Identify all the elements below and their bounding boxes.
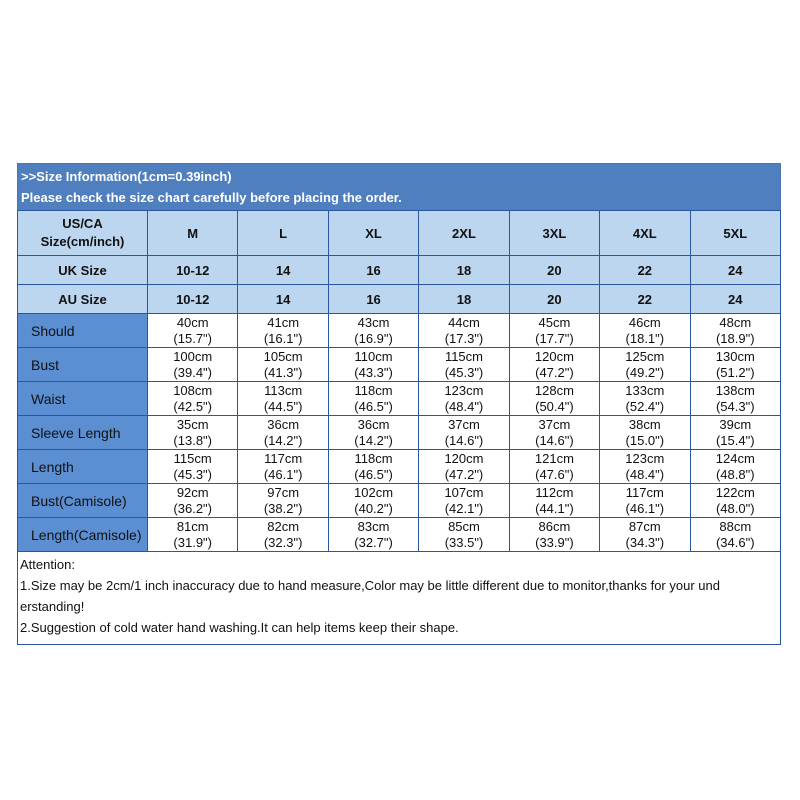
measurement-cell: [148, 314, 238, 348]
size-col-header: XL: [328, 211, 418, 256]
cm-value: 86cm: [538, 518, 571, 534]
measurement-cell: [238, 348, 328, 382]
measurement-cell: [148, 518, 238, 552]
measurement-label: Waist: [18, 382, 148, 416]
uk-size-cell: 10-12: [148, 256, 238, 285]
measurement-cell: [328, 484, 418, 518]
measurement-cell: [509, 484, 599, 518]
measurement-cell: [690, 382, 780, 416]
inch-value: (49.2"): [625, 364, 665, 380]
measurement-row: [18, 382, 781, 416]
inch-value: (45.3"): [444, 364, 484, 380]
inch-value: (31.9"): [173, 534, 212, 550]
measurement-cell: [419, 416, 509, 450]
measurement-cell: [238, 314, 328, 348]
size-col-header: 4XL: [600, 211, 690, 256]
cm-value: 87cm: [628, 518, 661, 534]
cm-value: 82cm: [267, 518, 300, 534]
cm-value: 40cm: [176, 314, 209, 330]
au-size-label: AU Size: [18, 285, 148, 314]
measurement-cell: [238, 450, 328, 484]
cm-value: 110cm: [354, 348, 393, 364]
measurement-cell: [600, 348, 690, 382]
size-chart: [17, 163, 781, 645]
inch-value: (32.3"): [263, 534, 303, 550]
inch-value: (52.4"): [625, 398, 665, 414]
measurement-cell: [148, 382, 238, 416]
measurement-cell: [419, 382, 509, 416]
inch-value: (46.1"): [263, 466, 303, 482]
measurement-cell: [690, 518, 780, 552]
inch-value: (15.4"): [715, 432, 755, 448]
cm-value: 124cm: [715, 450, 755, 466]
measurement-row: [18, 484, 781, 518]
measurement-cell: [690, 416, 780, 450]
cm-value: 130cm: [715, 348, 755, 364]
cm-value: 122cm: [715, 484, 755, 500]
measurement-cell: [509, 416, 599, 450]
measurement-cell: [600, 450, 690, 484]
au-size-cell: 24: [690, 285, 780, 314]
inch-value: (13.8"): [173, 432, 212, 448]
size-col-header: 3XL: [509, 211, 599, 256]
measurement-cell: [690, 450, 780, 484]
measurement-row: [18, 314, 781, 348]
inch-value: (40.2"): [354, 500, 393, 516]
inch-value: (48.4"): [625, 466, 665, 482]
measurement-cell: [600, 416, 690, 450]
measurement-cell: [148, 484, 238, 518]
measurement-cell: [328, 450, 418, 484]
size-unit-label: Size(cm/inch): [40, 234, 125, 249]
cm-value: 48cm: [719, 314, 752, 330]
measurement-cell: [600, 382, 690, 416]
measurement-cell: [600, 484, 690, 518]
cm-value: 128cm: [534, 382, 574, 398]
measurement-cell: [328, 416, 418, 450]
inch-value: (50.4"): [535, 398, 574, 414]
cm-value: 46cm: [628, 314, 661, 330]
us-ca-size-header: [18, 211, 148, 256]
cm-value: 133cm: [625, 382, 665, 398]
cm-value: 35cm: [176, 416, 209, 432]
measurement-cell: [419, 484, 509, 518]
inch-value: (51.2"): [715, 364, 755, 380]
inch-value: (18.1"): [625, 330, 665, 346]
size-col-header: 2XL: [419, 211, 509, 256]
cm-value: 83cm: [357, 518, 390, 534]
cm-value: 44cm: [448, 314, 480, 330]
cm-value: 36cm: [267, 416, 300, 432]
cm-value: 38cm: [628, 416, 661, 432]
uk-size-row: [18, 256, 781, 285]
measurement-cell: [238, 518, 328, 552]
cm-value: 108cm: [173, 382, 213, 398]
inch-value: (38.2"): [263, 500, 303, 516]
inch-value: (41.3"): [263, 364, 303, 380]
inch-value: (17.3"): [444, 330, 484, 346]
inch-value: (46.1"): [625, 500, 665, 516]
measurement-row: [18, 416, 781, 450]
measurement-cell: [238, 484, 328, 518]
attention-title: Attention:: [20, 557, 75, 572]
us-ca-size-row: [18, 211, 781, 256]
banner-title: >>Size Information(1cm=0.39inch): [21, 169, 232, 184]
cm-value: 121cm: [534, 450, 574, 466]
inch-value: (54.3"): [715, 398, 755, 414]
cm-value: 112cm: [535, 484, 574, 500]
measurement-label: Bust: [18, 348, 148, 382]
au-size-cell: 20: [509, 285, 599, 314]
cm-value: 39cm: [719, 416, 752, 432]
measurement-cell: [238, 382, 328, 416]
note-1: 1.Size may be 2cm/1 inch inaccuracy due to hand measure,Color may be little different due to monitor,thanks for your und: [20, 578, 720, 593]
cm-value: 120cm: [444, 450, 484, 466]
inch-value: (14.6"): [444, 432, 484, 448]
size-info-banner: [17, 163, 781, 210]
measurement-cell: [328, 382, 418, 416]
measurement-cell: [600, 314, 690, 348]
inch-value: (14.6"): [535, 432, 574, 448]
inch-value: (33.5"): [444, 534, 484, 550]
measurement-row: [18, 518, 781, 552]
inch-value: (16.9"): [354, 330, 393, 346]
cm-value: 105cm: [263, 348, 303, 364]
measurement-cell: [690, 314, 780, 348]
cm-value: 113cm: [264, 382, 303, 398]
au-size-cell: 18: [419, 285, 509, 314]
measurement-cell: [509, 382, 599, 416]
inch-value: (33.9"): [535, 534, 574, 550]
inch-value: (48.8"): [715, 466, 755, 482]
inch-value: (47.2"): [535, 364, 574, 380]
measurement-cell: [419, 314, 509, 348]
cm-value: 100cm: [173, 348, 213, 364]
measurement-label: Bust(Camisole): [18, 484, 148, 518]
inch-value: (39.4"): [173, 364, 212, 380]
measurement-label: Sleeve Length: [18, 416, 148, 450]
cm-value: 97cm: [267, 484, 300, 500]
measurement-cell: [148, 348, 238, 382]
uk-size-label: UK Size: [18, 256, 148, 285]
cm-value: 37cm: [448, 416, 480, 432]
inch-value: (42.1"): [444, 500, 484, 516]
inch-value: (15.7"): [173, 330, 212, 346]
cm-value: 43cm: [357, 314, 390, 330]
uk-size-cell: 24: [690, 256, 780, 285]
cm-value: 41cm: [267, 314, 300, 330]
uk-size-cell: 22: [600, 256, 690, 285]
attention-notes: [17, 552, 781, 645]
cm-value: 85cm: [448, 518, 480, 534]
cm-value: 123cm: [444, 382, 484, 398]
inch-value: (15.0"): [625, 432, 665, 448]
au-size-cell: 22: [600, 285, 690, 314]
measurement-cell: [328, 314, 418, 348]
us-ca-label: US/CA: [62, 216, 103, 231]
cm-value: 117cm: [625, 484, 664, 500]
cm-value: 123cm: [625, 450, 665, 466]
measurement-cell: [419, 348, 509, 382]
measurement-cell: [690, 484, 780, 518]
cm-value: 120cm: [534, 348, 574, 364]
inch-value: (45.3"): [173, 466, 212, 482]
size-col-header: 5XL: [690, 211, 780, 256]
inch-value: (44.5"): [263, 398, 303, 414]
cm-value: 36cm: [357, 416, 390, 432]
uk-size-cell: 16: [328, 256, 418, 285]
measurement-label: Length: [18, 450, 148, 484]
size-col-header: M: [148, 211, 238, 256]
inch-value: (17.7"): [535, 330, 574, 346]
measurement-cell: [238, 416, 328, 450]
au-size-cell: 14: [238, 285, 328, 314]
note-1-continued: erstanding!: [20, 599, 85, 614]
size-col-header: L: [238, 211, 328, 256]
measurement-row: [18, 450, 781, 484]
inch-value: (32.7"): [354, 534, 393, 550]
measurement-cell: [509, 314, 599, 348]
measurement-cell: [600, 518, 690, 552]
measurement-cell: [509, 348, 599, 382]
measurement-cell: [419, 518, 509, 552]
cm-value: 102cm: [354, 484, 394, 500]
inch-value: (14.2"): [263, 432, 303, 448]
cm-value: 117cm: [264, 450, 303, 466]
measurement-cell: [690, 348, 780, 382]
cm-value: 81cm: [176, 518, 209, 534]
cm-value: 45cm: [538, 314, 571, 330]
inch-value: (16.1"): [263, 330, 303, 346]
inch-value: (48.4"): [444, 398, 484, 414]
inch-value: (46.5"): [354, 466, 393, 482]
cm-value: 118cm: [354, 450, 393, 466]
measurement-cell: [328, 518, 418, 552]
cm-value: 118cm: [354, 382, 393, 398]
uk-size-cell: 14: [238, 256, 328, 285]
measurement-label: Length(Camisole): [18, 518, 148, 552]
measurement-cell: [509, 450, 599, 484]
cm-value: 92cm: [176, 484, 209, 500]
inch-value: (47.6"): [535, 466, 574, 482]
banner-instruction: Please check the size chart carefully before placing the order.: [21, 190, 402, 205]
measurement-cell: [148, 416, 238, 450]
inch-value: (46.5"): [354, 398, 393, 414]
au-size-cell: 10-12: [148, 285, 238, 314]
inch-value: (36.2"): [173, 500, 212, 516]
inch-value: (43.3"): [354, 364, 393, 380]
uk-size-cell: 20: [509, 256, 599, 285]
cm-value: 37cm: [538, 416, 571, 432]
inch-value: (48.0"): [715, 500, 755, 516]
inch-value: (18.9"): [715, 330, 755, 346]
cm-value: 107cm: [444, 484, 484, 500]
measurement-cell: [328, 348, 418, 382]
size-table: [17, 210, 781, 552]
cm-value: 138cm: [715, 382, 755, 398]
cm-value: 115cm: [444, 348, 483, 364]
note-2: 2.Suggestion of cold water hand washing.It can help items keep their shape.: [20, 620, 459, 635]
au-size-row: [18, 285, 781, 314]
measurement-cell: [148, 450, 238, 484]
measurement-row: [18, 348, 781, 382]
au-size-cell: 16: [328, 285, 418, 314]
cm-value: 125cm: [625, 348, 665, 364]
uk-size-cell: 18: [419, 256, 509, 285]
cm-value: 115cm: [173, 450, 212, 466]
measurement-cell: [419, 450, 509, 484]
inch-value: (44.1"): [535, 500, 574, 516]
inch-value: (14.2"): [354, 432, 393, 448]
inch-value: (34.3"): [625, 534, 665, 550]
inch-value: (34.6"): [715, 534, 755, 550]
inch-value: (42.5"): [173, 398, 212, 414]
measurement-cell: [509, 518, 599, 552]
inch-value: (47.2"): [444, 466, 484, 482]
measurement-label: Should: [18, 314, 148, 348]
cm-value: 88cm: [719, 518, 752, 534]
